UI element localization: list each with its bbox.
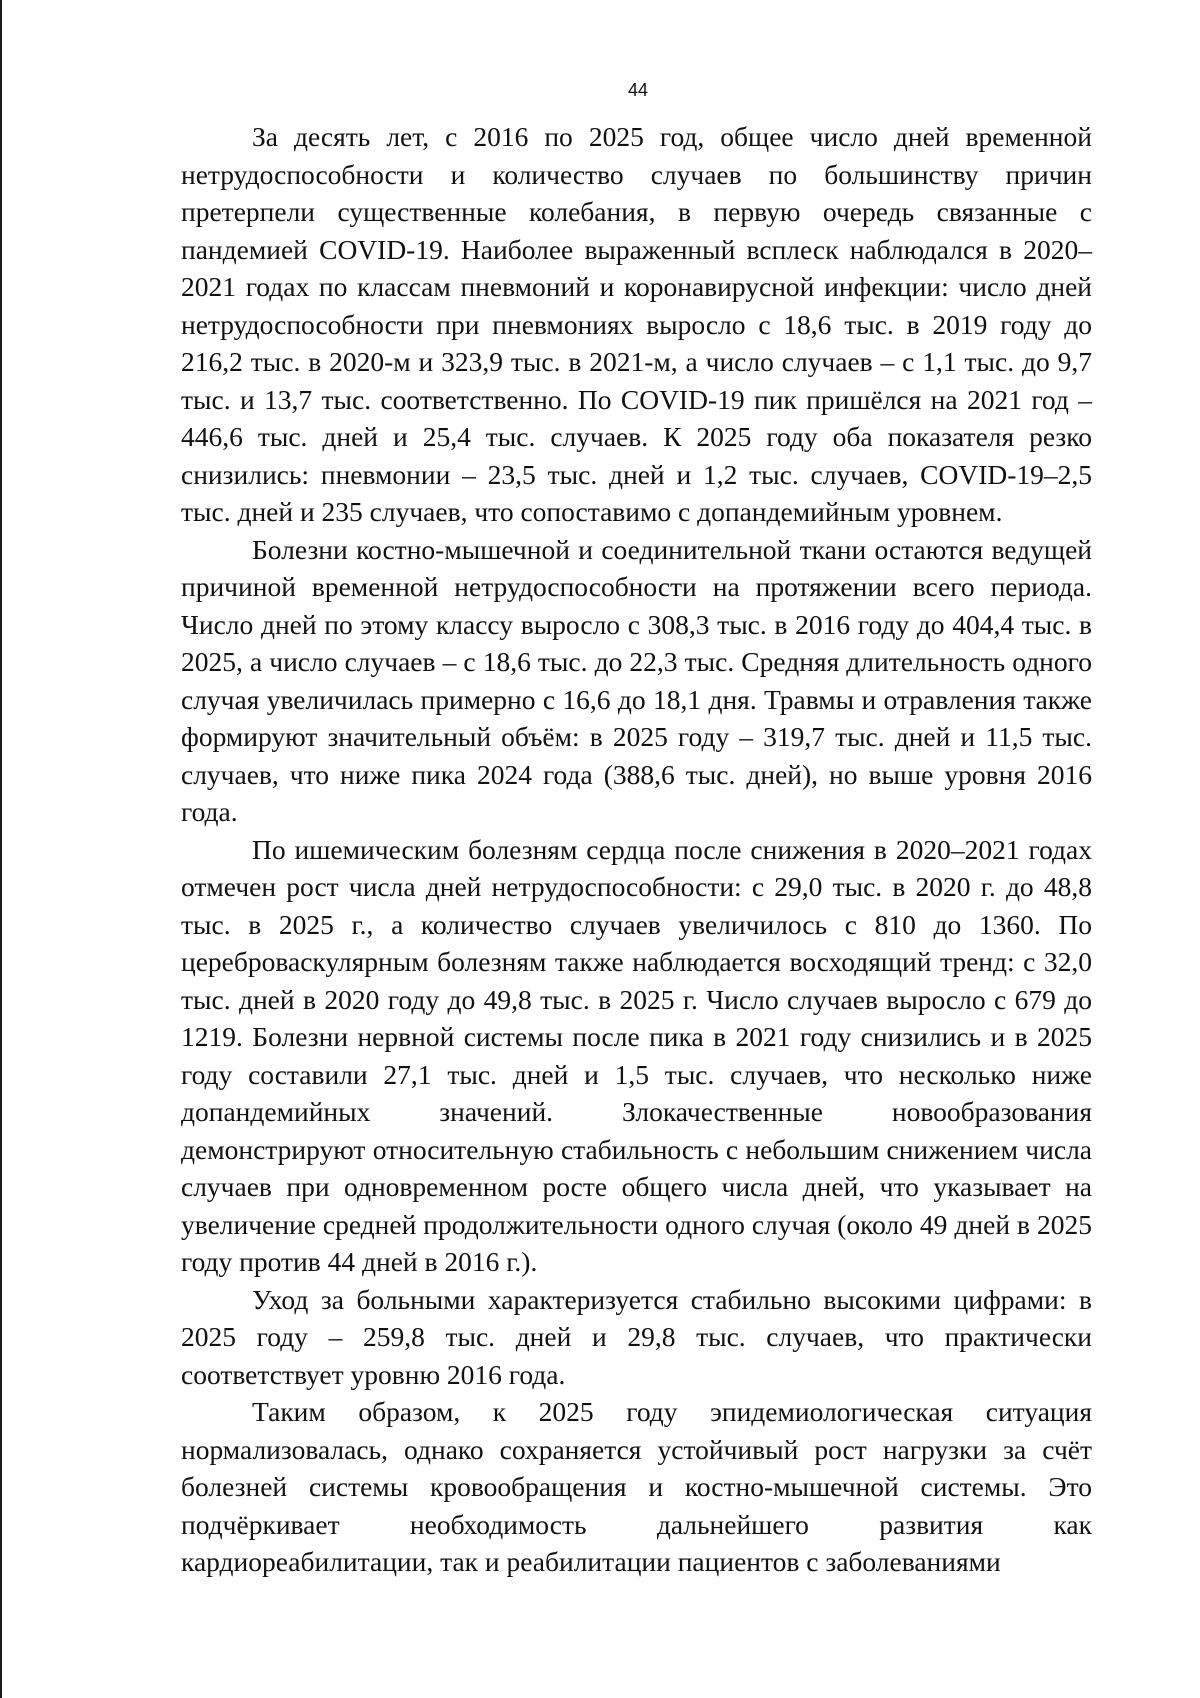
body-text <box>181 118 1092 1581</box>
paragraph-patient-care: Уход за больными характеризуется стабильно высокими цифрами: в 2025 году – 259,8 тыс. дней и 29,8 тыс. случаев, что практически соответствует уровню 2016 года. <box>181 1283 1092 1390</box>
paragraph-covid-pneumonia: За десять лет, с 2016 по 2025 год, общее число дней временной нетрудоспособности и количество случаев по большинству причин претерпели существенные колебания, в первую очередь связанные с пандемией COVID-19. Наиболее выраженный всплеск наблюдался в 2020–2021 годах по классам пневмоний и коронавирусной инфекции: число дней нетрудоспособности при пневмониях выросло с 18,6 тыс. в 2019 году до 216,2 тыс. в 2020-м и 323,9 тыс. в 2021-м, а число случаев – с 1,1 тыс. до 9,7 тыс. и 13,7 тыс. соответственно. По COVID-19 пик пришёлся на 2021 год – 446,6 тыс. дней и 25,4 тыс. случаев. К 2025 году оба показателя резко снизились: пневмонии – 23,5 тыс. дней и 1,2 тыс. случаев, COVID-19–2,5 тыс. дней и 235 случаев, что сопоставимо с допандемийным уровнем. <box>181 121 1092 527</box>
paragraph-conclusion: Таким образом, к 2025 году эпидемиологическая ситуация нормализовалась, однако сохраняется устойчивый рост нагрузки за счёт болезней системы кровообращения и костно-мышечной системы. Это подчёркивает необходимость дальнейшего развития как кардиореабилитации, так и реабилитации пациентов с заболеваниями <box>181 1396 1092 1577</box>
paragraph-cardiovascular: По ишемическим болезням сердца после снижения в 2020–2021 годах отмечен рост числа дней нетрудоспособности: с 29,0 тыс. в 2020 г. до 48,8 тыс. в 2025 г., а количество случаев увеличилось с 810 до 1360. По цереброваскулярным болезням также наблюдается восходящий тренд: с 32,0 тыс. дней в 2020 году до 49,8 тыс. в 2025 г. Число случаев выросло с 679 до 1219. Болезни нервной системы после пика в 2021 году снизились и в 2025 году составили 27,1 тыс. дней и 1,5 тыс. случаев, что несколько ниже допандемийных значений. Злокачественные новообразования демонстрируют относительную стабильность с небольшим снижением числа случаев при одновременном росте общего числа дней, что указывает на увеличение средней продолжительности одного случая (около 49 дней в 2025 году против 44 дней в 2016 г.). <box>181 833 1092 1277</box>
paragraph-musculoskeletal: Болезни костно-мышечной и соединительной ткани остаются ведущей причиной временной нетрудоспособности на протяжении всего периода. Число дней по этому классу выросло с 308,3 тыс. в 2016 году до 404,4 тыс. в 2025, а число случаев – с 18,6 тыс. до 22,3 тыс. Средняя длительность одного случая увеличилась примерно с 16,6 до 18,1 дня. Травмы и отравления также формируют значительный объём: в 2025 году – 319,7 тыс. дней и 11,5 тыс. случаев, что ниже пика 2024 года (388,6 тыс. дней), но выше уровня 2016 года. <box>181 533 1092 827</box>
scan-edge <box>0 0 2 1698</box>
page-number: 44 <box>627 80 649 100</box>
